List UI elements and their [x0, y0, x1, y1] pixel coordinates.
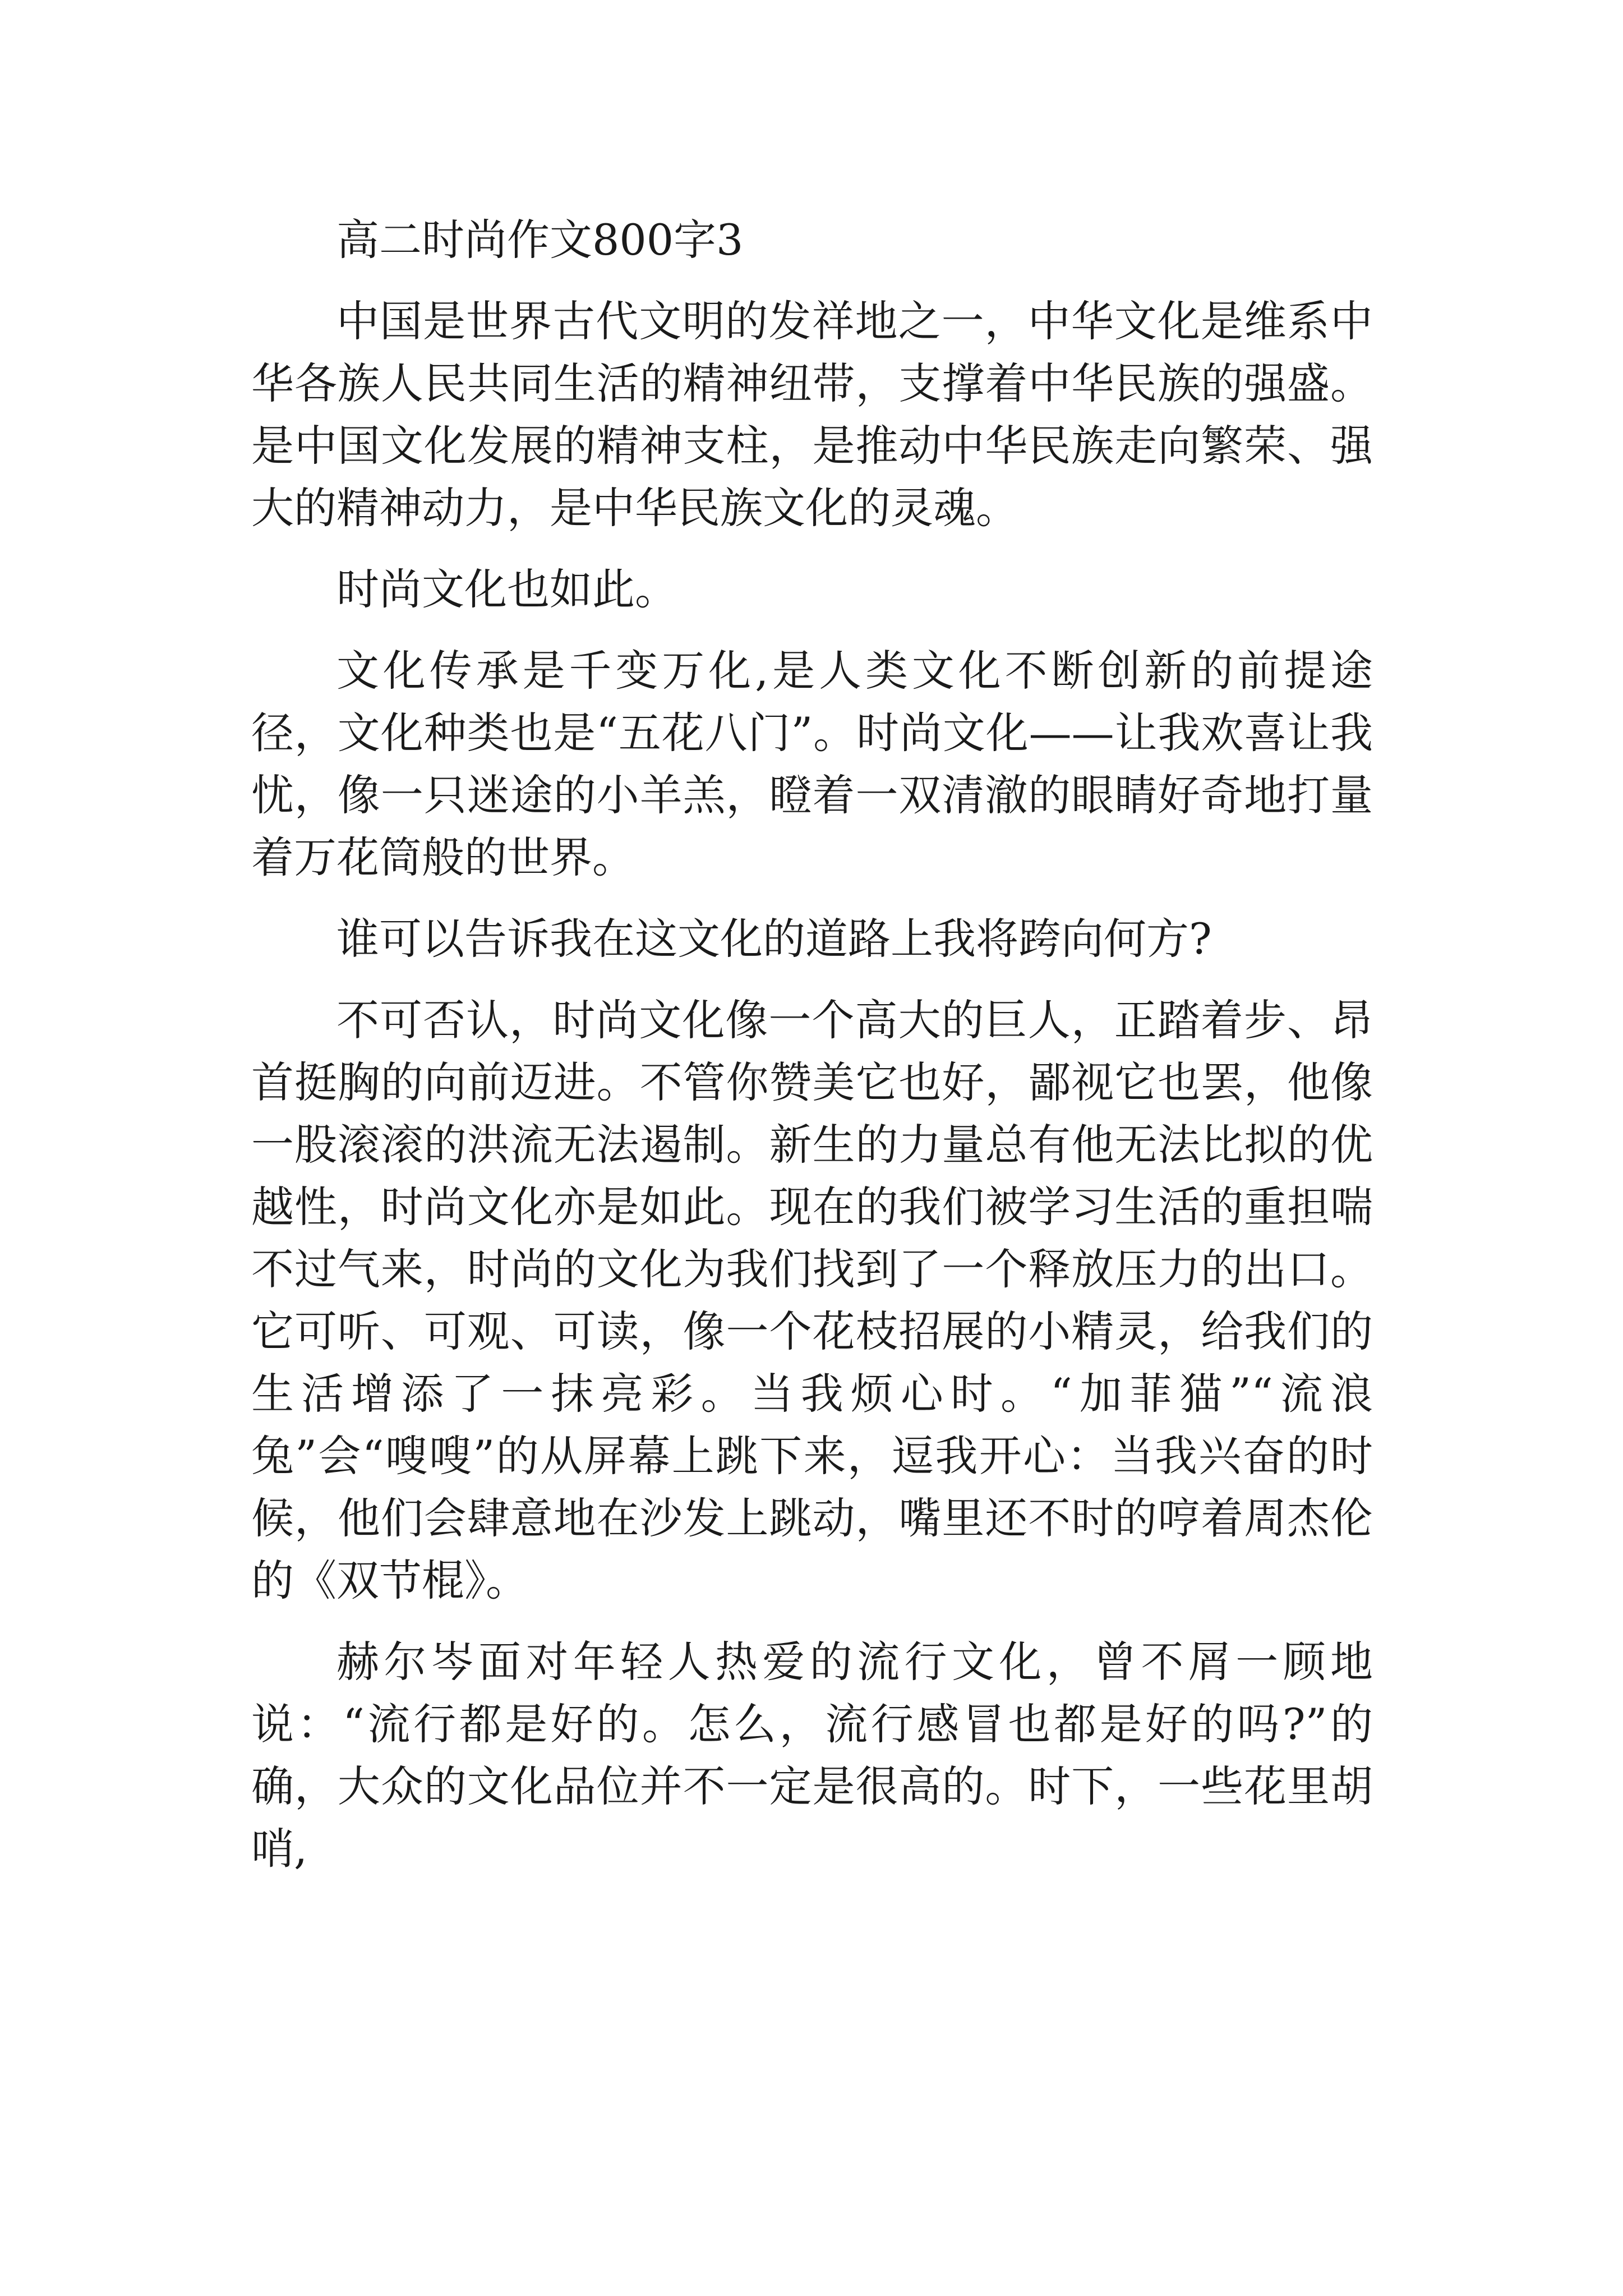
paragraph-6: 赫尔岑面对年轻人热爱的流行文化，曾不屑一顾地说：“流行都是好的。怎么，流行感冒也都是好的吗?”的确，大众的文化品位并不一定是很高的。时下，一些花里胡哨,: [251, 1637, 1373, 1874]
paragraph-3: 文化传承是千变万化,是人类文化不断创新的前提途径，文化种类也是“五花八门”。时尚文化——让我欢喜让我忧，像一只迷途的小羊羔，瞪着一双清澈的眼睛好奇地打量着万花筒般的世界。: [251, 646, 1373, 882]
paragraph-1: 中国是世界古代文明的发祥地之一，中华文化是维系中华各族人民共同生活的精神纽带，支撑着中华民族的强盛。是中国文化发展的精神支柱，是推动中华民族走向繁荣、强大的精神动力，是中华民族文化的灵魂。: [251, 296, 1373, 533]
essay-title: 高二时尚作文800字3: [336, 215, 744, 265]
paragraph-4: 谁可以告诉我在这文化的道路上我将跨向何方?: [336, 914, 1212, 964]
paragraph-2: 时尚文化也如此。: [336, 564, 677, 614]
paragraph-5: 不可否认，时尚文化像一个高大的巨人，正踏着步、昂首挺胸的向前迈进。不管你赞美它也好，鄙视它也罢，他像一股滚滚的洪流无法遏制。新生的力量总有他无法比拟的优越性，时尚文化亦是如此。现在的我们被学习生活的重担喘不过气来，时尚的文化为我们找到了一个释放压力的出口。它可听、可观、可读，像一个花枝招展的小精灵，给我们的生活增添了一抹亮彩。当我烦心时。“加菲猫”“流浪兔”会“嗖嗖”的从屏幕上跳下来，逗我开心：当我兴奋的时候，他们会肆意地在沙发上跳动，嘴里还不时的哼着周杰伦的《双节棍》。: [251, 995, 1373, 1605]
document-body: [251, 209, 1373, 1899]
